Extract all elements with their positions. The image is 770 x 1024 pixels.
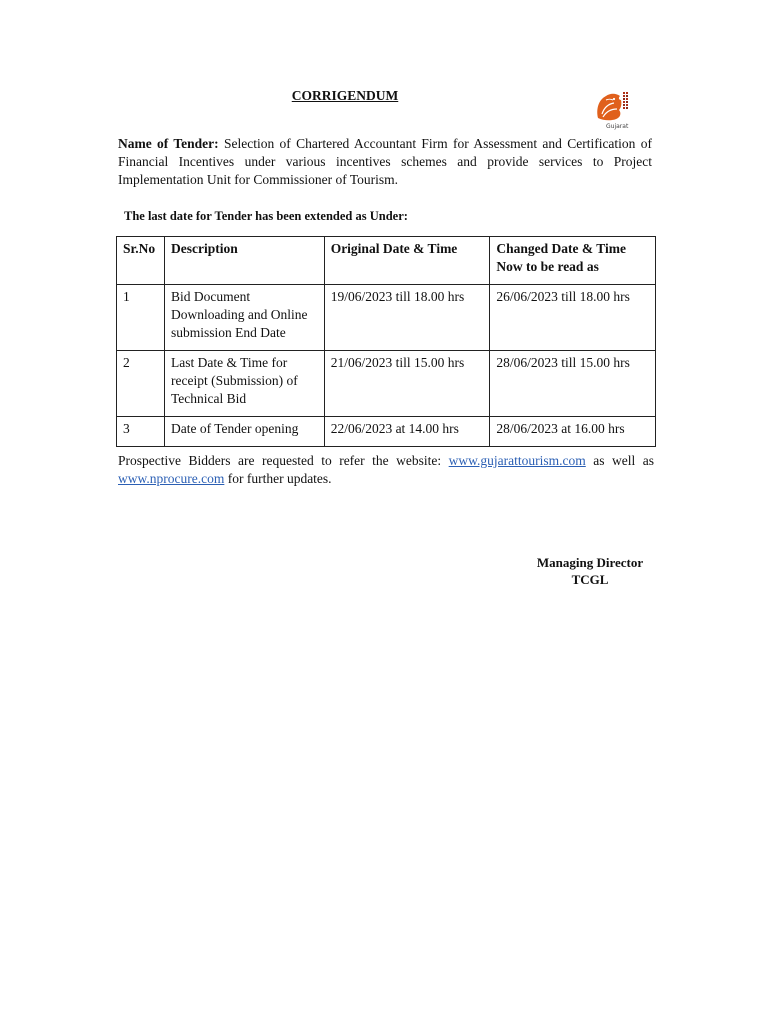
cell-description: Date of Tender opening <box>164 417 324 447</box>
header-srno: Sr.No <box>117 237 165 285</box>
tender-label: Name of Tender: <box>118 136 219 151</box>
cell-original-date: 19/06/2023 till 18.00 hrs <box>324 285 490 351</box>
cell-original-date: 21/06/2023 till 15.00 hrs <box>324 351 490 417</box>
table-row <box>117 417 656 447</box>
signature-block <box>520 554 660 588</box>
cell-changed-date: 28/06/2023 till 15.00 hrs <box>490 351 656 417</box>
extension-intro: The last date for Tender has been extended as Under: <box>124 209 408 223</box>
tender-description: Selection of Chartered Accountant Firm for Assessment and Certification of Financial Incentives under various incentives schemes and provide services to Project Implementation Unit for Commissioner of Tourism. <box>118 136 652 187</box>
table-header-row <box>117 237 656 285</box>
cell-srno: 1 <box>117 285 165 351</box>
cell-changed-date: 26/06/2023 till 18.00 hrs <box>490 285 656 351</box>
cell-srno: 2 <box>117 351 165 417</box>
header-changed-date <box>490 237 656 285</box>
signatory-org: TCGL <box>571 572 609 587</box>
gujarattourism-link[interactable]: www.gujarattourism.com <box>448 453 586 468</box>
cell-description: Bid Document Downloading and Online submission End Date <box>164 285 324 351</box>
note-text-2: as well as <box>585 453 655 468</box>
note-text-1: Prospective Bidders are requested to refer the website: <box>118 453 449 468</box>
header-changed-line2: Now to be read as <box>496 259 599 274</box>
nprocure-link[interactable]: www.nprocure.com <box>118 471 225 486</box>
document-title: CORRIGENDUM <box>291 88 399 103</box>
header-original-date: Original Date & Time <box>324 237 490 285</box>
table-row <box>117 285 656 351</box>
header-changed-line1: Changed Date & Time <box>496 241 626 256</box>
table-row <box>117 351 656 417</box>
header-description: Description <box>164 237 324 285</box>
date-extension-table <box>116 236 656 447</box>
cell-srno: 3 <box>117 417 165 447</box>
signatory-title: Managing Director <box>536 555 644 570</box>
cell-changed-date: 28/06/2023 at 16.00 hrs <box>490 417 656 447</box>
cell-description: Last Date & Time for receipt (Submission) of Technical Bid <box>164 351 324 417</box>
note-text-3: for further updates. <box>224 471 332 486</box>
tender-name-paragraph <box>118 135 652 189</box>
bidders-note-paragraph <box>118 452 654 488</box>
cell-original-date: 22/06/2023 at 14.00 hrs <box>324 417 490 447</box>
logo-wordmark: Gujarat <box>606 123 629 130</box>
gujarat-tourism-logo <box>590 84 640 134</box>
